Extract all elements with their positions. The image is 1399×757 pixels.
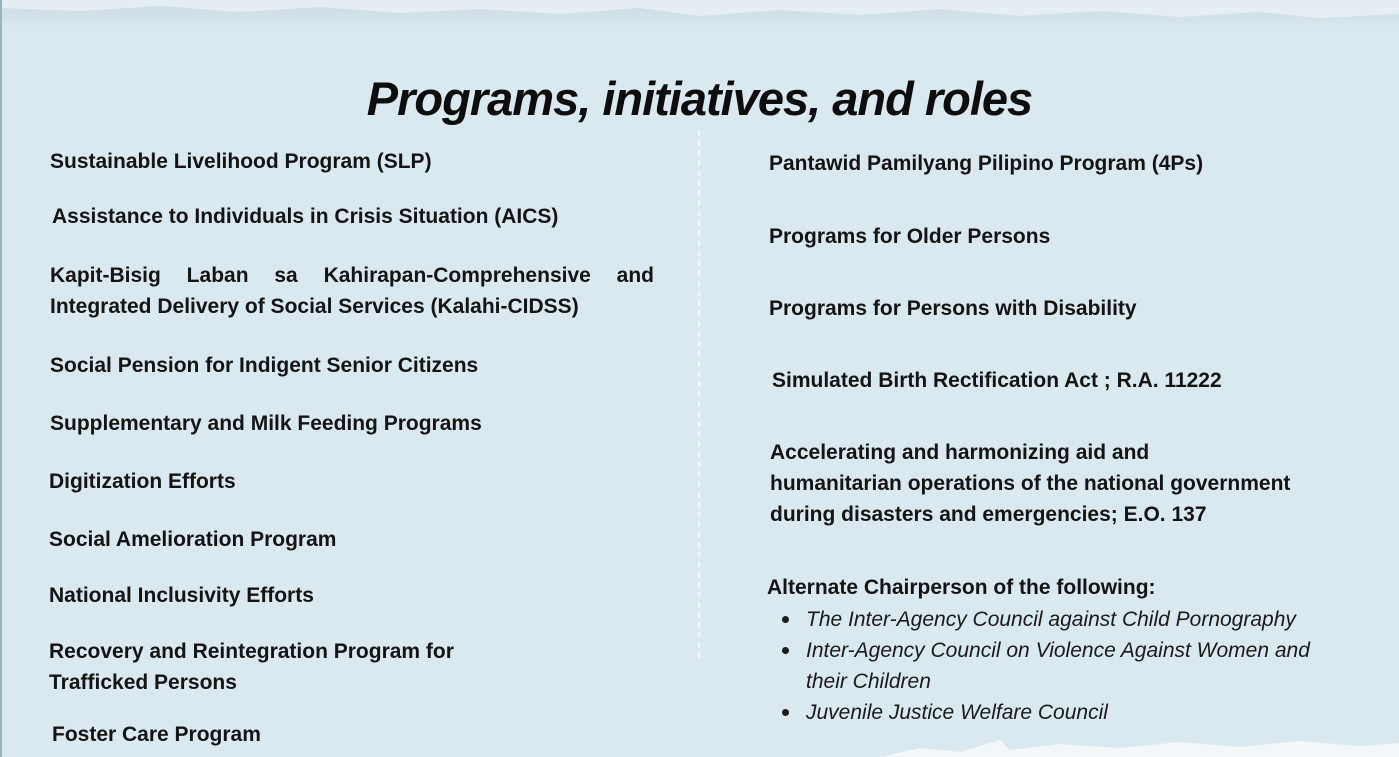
alternate-chair-list [778,604,1378,728]
bullet-icon [782,709,789,716]
right-item-eo-line-3: during disasters and emergencies; E.O. 137 [770,503,1207,526]
torn-paper-top-edge [0,0,1399,30]
torn-paper-bottom-edge [0,728,1399,757]
right-item-eo-line-1: Accelerating and harmonizing aid and [770,441,1150,464]
right-item-eo-line-2: humanitarian operations of the national government [770,472,1291,495]
left-item-recovery-line-2: Trafficked Persons [49,671,237,694]
alternate-chair-heading: Alternate Chairperson of the following: [767,576,1156,599]
right-item-pwd: Programs for Persons with Disability [769,297,1137,320]
left-item-foster-care: Foster Care Program [52,723,261,746]
column-divider [698,130,700,658]
right-item-eo-137 [770,437,1380,530]
list-item [778,604,1378,635]
bullet-icon [782,616,789,623]
list-item-text-line-2: their Children [806,670,931,693]
list-item-text-line-1: Inter-Agency Council on Violence Against Women and [806,639,1310,662]
right-item-4ps: Pantawid Pamilyang Pilipino Program (4Ps) [769,152,1204,175]
bullet-icon [782,647,789,654]
left-item-digitization: Digitization Efforts [49,470,236,493]
left-item-recovery-line-1: Recovery and Reintegration Program for [49,640,454,663]
left-item-aics: Assistance to Individuals in Crisis Situation (AICS) [52,205,559,228]
list-item-text: Juvenile Justice Welfare Council [806,701,1108,724]
left-item-social-pension: Social Pension for Indigent Senior Citizens [50,354,479,377]
left-item-kalahi-line-2: Integrated Delivery of Social Services (Kalahi-CIDSS) [50,295,579,318]
left-item-kalahi [50,260,654,322]
list-item-text: The Inter-Agency Council against Child Pornography [806,608,1296,631]
left-item-social-amelioration: Social Amelioration Program [49,528,337,551]
list-item [778,697,1378,728]
left-item-slp: Sustainable Livelihood Program (SLP) [50,150,432,173]
left-item-recovery-reintegration [49,636,569,698]
left-item-national-inclusivity: National Inclusivity Efforts [49,584,314,607]
right-item-simulated-birth: Simulated Birth Rectification Act ; R.A. 11222 [772,369,1222,392]
right-item-older-persons: Programs for Older Persons [769,225,1051,248]
left-item-kalahi-line-1: Kapit-Bisig Laban sa Kahirapan-Comprehensive and [50,264,654,287]
left-item-feeding-programs: Supplementary and Milk Feeding Programs [50,412,482,435]
page-title: Programs, initiatives, and roles [366,72,1033,126]
list-item [778,635,1378,697]
